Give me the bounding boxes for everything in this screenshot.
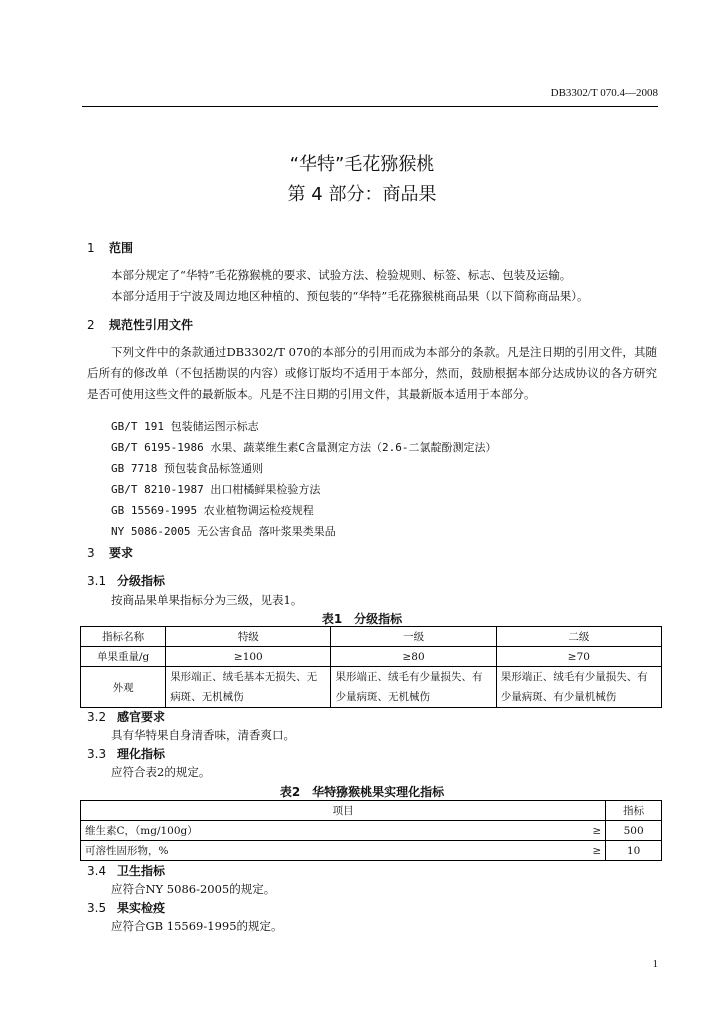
document-subtitle: 第 4 部分：商品果 (287, 184, 437, 205)
table-header-row (81, 627, 662, 647)
table-row (81, 667, 662, 708)
table-cell: ≥100 (166, 647, 331, 667)
table-cell: 10 (606, 841, 662, 861)
table-cell: ≥70 (496, 647, 661, 667)
document-code: DB3302/T 070.4—2008 (550, 87, 658, 99)
section-3-3-heading: 3.3 理化指标 (87, 747, 166, 761)
reference-item: GB/T 8210-1987 出口柑橘鲜果检验方法 (111, 483, 321, 496)
table-header-cell: 特级 (166, 627, 331, 647)
reference-item: GB 15569-1995 农业植物调运检疫规程 (111, 504, 314, 517)
section-3-4-heading: 3.4 卫生指标 (87, 864, 166, 878)
table-cell: 外观 (81, 667, 166, 708)
table-header-cell: 项目 (81, 801, 606, 821)
section-3-1-heading: 3.1 分级指标 (87, 574, 166, 588)
section-3-5-heading: 3.5 果实检疫 (87, 901, 166, 915)
table-header-cell: 一级 (331, 627, 496, 647)
table-header-cell: 指标名称 (81, 627, 166, 647)
section-1-paragraph-1: 本部分规定了“华特”毛花猕猴桃的要求、试验方法、检验规则、标签、标志、包装及运输。 (111, 268, 572, 282)
header-rule (82, 106, 658, 107)
reference-item: GB/T 6195-1986 水果、蔬菜维生素C含量测定方法（2.6-二氯靛酚测定法） (111, 441, 497, 454)
physicochemical-table (80, 800, 662, 861)
table-row (81, 821, 662, 841)
section-3-2-text: 具有华特果自身清香味，清香爽口。 (111, 728, 295, 742)
table-cell: 可溶性固形物，% (81, 841, 580, 861)
table-header-cell: 指标 (606, 801, 662, 821)
table-cell: ≥ (579, 821, 606, 841)
section-1-heading: 1 范围 (87, 241, 134, 255)
section-2-heading: 2 规范性引用文件 (87, 318, 194, 332)
table-cell: 果形端正、绒毛有少量损失、有少量病斑、有少量机械伤 (496, 667, 661, 708)
table-header-cell: 二级 (496, 627, 661, 647)
section-3-2-heading: 3.2 感官要求 (87, 710, 166, 724)
section-3-heading: 3 要求 (87, 546, 134, 560)
section-3-4-text: 应符合NY 5086-2005的规定。 (111, 882, 276, 896)
reference-item: GB 7718 预包装食品标签通则 (111, 462, 263, 475)
table-cell: 500 (606, 821, 662, 841)
document-title: “华特”毛花猕猴桃 (289, 154, 435, 175)
table-row (81, 647, 662, 667)
table-cell: 果形端正、绒毛有少量损失、有少量病斑、无机械伤 (331, 667, 496, 708)
reference-item: NY 5086-2005 无公害食品 落叶浆果类果品 (111, 525, 336, 538)
table-cell: 维生素C，（mg/100g） (81, 821, 580, 841)
page-number: 1 (652, 958, 658, 970)
table-header-row (81, 801, 662, 821)
grading-table (80, 626, 662, 708)
table-1-caption: 表1 分级指标 (321, 612, 403, 626)
table-cell: 单果重量/g (81, 647, 166, 667)
table-cell: ≥80 (331, 647, 496, 667)
section-3-3-text: 应符合表2的规定。 (111, 765, 211, 779)
table-2-caption: 表2 华特猕猴桃果实理化指标 (279, 785, 445, 799)
section-3-5-text: 应符合GB 15569-1995的规定。 (111, 919, 283, 933)
table-row (81, 841, 662, 861)
table-cell: ≥ (579, 841, 606, 861)
section-2-paragraph: 下列文件中的条款通过DB3302/T 070的本部分的引用而成为本部分的条款。凡是注日期的引用文件，其随后所有的修改单（不包括勘误的内容）或修订版均不适用于本部分，然而，鼓励根据本部分达成协议的各方研究是否可使用这些文件的最新版本。凡是不注日期的引用文件，其最新版本适用于本部分。 (87, 345, 657, 401)
section-1-paragraph-2: 本部分适用于宁波及周边地区种植的、预包装的“华特”毛花猕猴桃商品果（以下简称商品果）。 (111, 289, 589, 303)
section-3-1-text: 按商品果单果指标分为三级，见表1。 (111, 593, 303, 607)
reference-item: GB/T 191 包装储运图示标志 (111, 420, 259, 433)
table-cell: 果形端正、绒毛基本无损失、无病斑、无机械伤 (166, 667, 331, 708)
